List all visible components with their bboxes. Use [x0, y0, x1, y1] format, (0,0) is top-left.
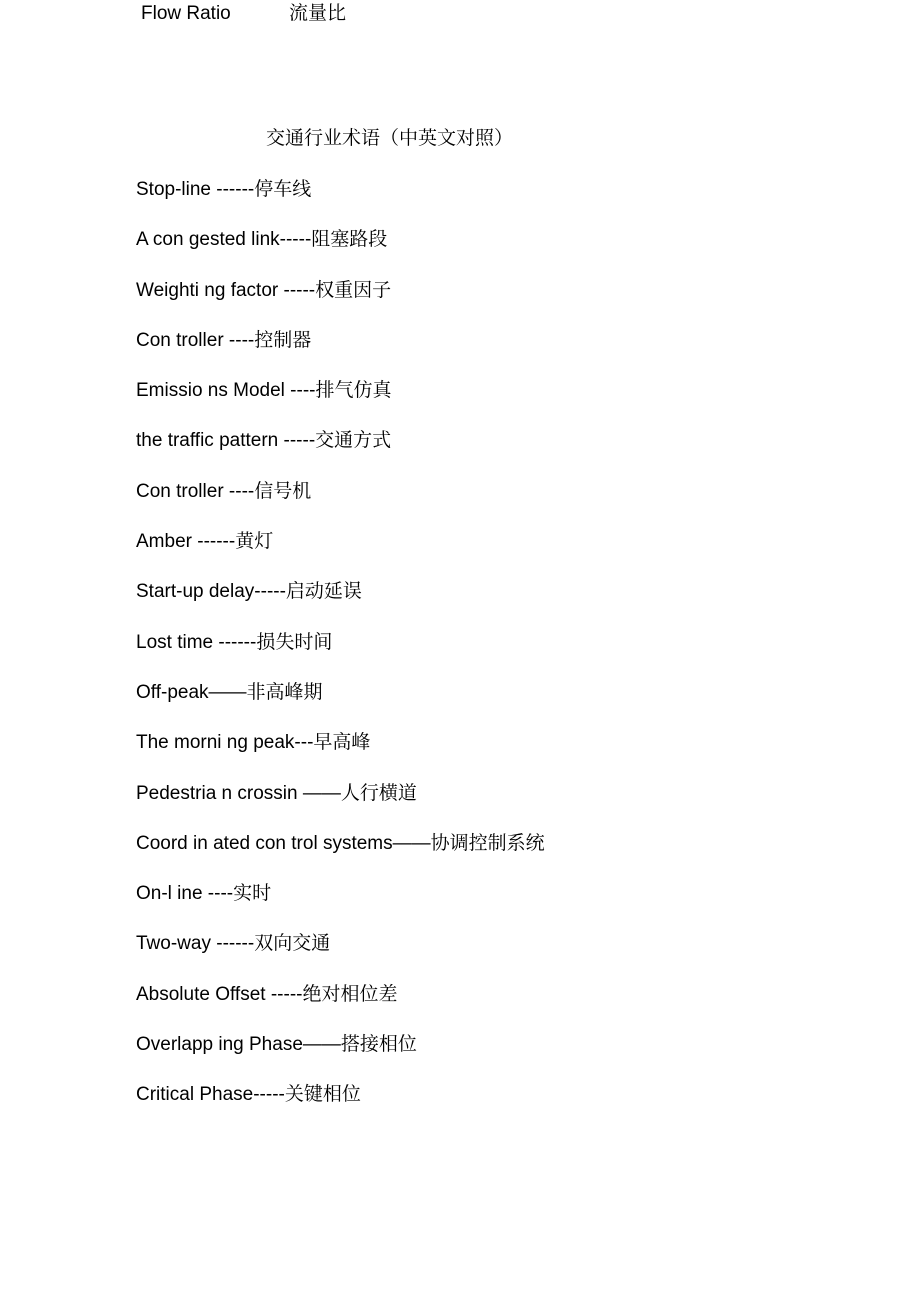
- term-item: Stop-line ------停车线: [136, 179, 312, 200]
- term-item: Con troller ----控制器: [136, 329, 312, 351]
- term-item: the traffic pattern -----交通方式: [136, 430, 392, 452]
- term-item: Con troller ----信号机: [136, 480, 312, 502]
- term-item: Emissio ns Model ----排气仿真: [136, 380, 392, 402]
- term-item: Two-way ------双向交通: [136, 933, 331, 955]
- term-item: Amber ------黄灯: [136, 531, 274, 553]
- header-term-zh: 流量比: [289, 3, 347, 24]
- term-item: Absolute Offset -----绝对相位差: [136, 983, 398, 1005]
- term-item: Lost time ------损失时间: [136, 631, 333, 653]
- term-item: On-l ine ----实时: [136, 883, 272, 905]
- term-item: A con gested link-----阻塞路段: [136, 229, 388, 251]
- header-term-en: Flow Ratio: [141, 3, 231, 24]
- term-list: [136, 178, 545, 1134]
- term-item: Overlapp ing Phase——搭接相位: [136, 1034, 417, 1056]
- term-item: Off-peak——非高峰期: [136, 681, 323, 703]
- term-item: Pedestria n crossin ——人行横道: [136, 782, 417, 804]
- term-item: Critical Phase-----关键相位: [136, 1084, 361, 1106]
- term-item: Weighti ng factor -----权重因子: [136, 279, 392, 301]
- term-item: The morni ng peak---早高峰: [136, 732, 371, 754]
- header-term-line: [141, 2, 346, 26]
- term-item: Coord in ated con trol systems——协调控制系统: [136, 832, 545, 854]
- page-title: 交通行业术语（中英文对照）: [266, 128, 514, 149]
- term-item: Start-up delay-----启动延误: [136, 581, 362, 603]
